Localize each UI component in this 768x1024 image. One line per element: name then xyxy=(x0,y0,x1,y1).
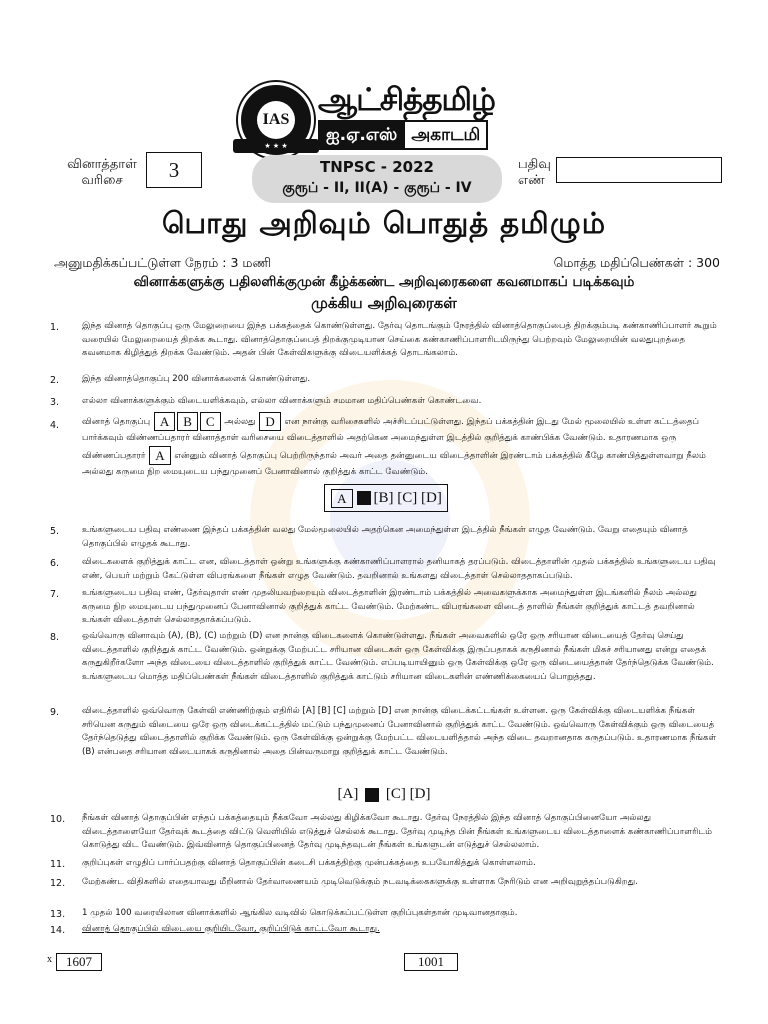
seal-ribbon: ★ ★ ★ xyxy=(233,139,319,153)
filled-bubble xyxy=(357,491,371,505)
instruction-number: 2. xyxy=(50,375,60,386)
page-code: 1001 xyxy=(404,953,458,971)
instruction-number: 4. xyxy=(50,420,60,431)
instruction-text: விடைத்தாளில் ஒவ்வொரு கேள்வி எண்ணிற்கும் எதிரில் [A] [B] [C] மற்றும் [D] என நான்கு விடைக்கட்டங்கள் உள்ளன. ஒரு கேள்விக்கு விடையளிக்க நீங்கள் சரியென கருதும் விடையை ஒரே ஒரு விடைக்கட்டத்தில் மட்டும் பந்துமுனைப் பேனாவினால் குறித்துக் காட்ட வேண்டும். ஒவ்வொரு கேள்விக்கும் ஒரு விடையைத் தேர்ந்தெடுத்து விடைத்தாளில் குறிக்க வேண்டும். ஒரு கேள்விக்கு ஒன்றுக்கு மேற்பட்ட விடையளித்தால் அந்த விடை தவறானதாக கருதப்படும். உதாரணமாக நீங்கள் (B) என்பதை சரியான விடையாகக் கருதினால் அதை பின்வருமாறு குறித்துக் காட்ட வேண்டும். xyxy=(82,706,717,757)
instruction-number: 5. xyxy=(50,526,60,537)
exam-groups: குரூப் - II, II(A) - குரூப் - IV xyxy=(282,180,472,196)
answer-rest: [C] [D] xyxy=(385,786,431,802)
important-heading: முக்கிய அறிவுரைகள் xyxy=(311,294,457,312)
answer-a-box: A xyxy=(331,489,352,508)
instruction-text: ஒவ்வொரு வினாவும் (A), (B), (C) மற்றும் (D) என நான்கு விடைகளைக் கொண்டுள்ளது. நீங்கள் அவைகளில் ஒரே ஒரு சரியான விடையைத் தேர்வு செய்து விடைத்தாளில் குறித்துக் காட்ட வேண்டும். ஒன்றுக்கு மேற்பட்ட சரியான விடைகள் ஒரு கேள்விக்கு இருப்பதாகக் கருதினால் நீங்கள் மிகச் சரியானது என்று எதைக் கருதுகிறீர்களோ அந்த விடையை விடைத்தாளில் குறித்துக் காட்ட வேண்டும். எப்படியாயினும் ஒரு கேள்விக்கு ஒரே ஒரு விடையைத்தான் தேர்ந்தெடுக்க வேண்டும். உங்களுடைய மொத்த மதிப்பெண்கள் நீங்கள் விடைத்தாளில் குறித்துக் காட்டும் சரியான விடைகளின் எண்ணிக்கையைப் பொறுத்தது. xyxy=(82,631,714,682)
filled-bubble xyxy=(365,788,379,802)
series-option-d: D xyxy=(259,412,280,431)
brand-subtitle xyxy=(318,120,506,150)
instruction-number: 8. xyxy=(50,632,60,643)
brand-title: ஆட்சித்தமிழ் xyxy=(318,82,496,118)
exam-info-pill xyxy=(252,155,502,203)
instruction-4 xyxy=(82,412,722,480)
answer-example-2 xyxy=(0,786,768,803)
instruction-number: 13. xyxy=(50,909,66,920)
instruction-text: விடைகளைக் குறித்துக் காட்ட என, விடைத்தாள் ஒன்று உங்களுக்கு கண்காணிப்பாளரால் தனியாகத் தரப்படும். விடைத்தாளின் முதல் பக்கத்தில் உங்களுடைய பதிவு எண், பெயர் மற்றும் கேட்டுள்ள விபரங்களை நீங்கள் எழுத வேண்டும். தவறினால் உங்களது விடைத்தாள் செல்லாததாகப்படும். xyxy=(82,557,716,581)
instruction-text: என நான்கு வரிசைகளில் அச்சிடப்பட்டுள்ளது. இந்தப் பக்கத்தின் இடது மேல் மூலையில் உள்ள கட்டத்தைப் பார்க்கவும் விண்ணப்பதாரர் வினாத்தாள் வரிசையை விடைத்தாளில் அதற்கென அமைந்துள்ள இடத்தில் குறித்துக் காண்பிக்க வேண்டும். xyxy=(82,417,699,443)
academy-seal-logo xyxy=(238,82,314,158)
answer-example-1 xyxy=(324,484,448,512)
time-allowed: அனுமதிக்கப்பட்டுள்ள நேரம் : 3 மணி xyxy=(54,255,272,270)
instruction-number: 9. xyxy=(50,707,60,718)
instruction-text: மேற்கண்ட விதிகளில் எதையாவது மீறினால் தேர்வாணையம் முடிவெடுக்கும் நடவடிக்கைகளுக்கு உள்ளாக நேரிடும் என அறிவுறுத்தப்படுகிறது. xyxy=(82,877,638,887)
instruction-number: 10. xyxy=(50,814,66,825)
instruction-text: குறிப்புகள் எழுதிப் பார்ப்பதற்கு வினாத் தொகுப்பின் கடைசி பக்கத்திற்கு முன்பக்கத்தை உபயோகித்துக் கொள்ளலாம். xyxy=(82,858,536,868)
register-label: பதிவு எண் xyxy=(518,157,551,188)
instruction-text: இந்த வினாத்தொகுப்பு 200 வினாக்களைக் கொண்டுள்ளது. xyxy=(82,374,311,384)
register-number-field[interactable] xyxy=(556,157,722,183)
brand-sub-dark: ஐ.ஏ.எஸ் xyxy=(318,120,405,150)
exam-name: TNPSC - 2022 xyxy=(319,158,434,176)
instruction-text: எல்லா வினாக்களுக்கும் விடையளிக்கவும், எல்லா வினாக்களும் சமமான மதிப்பெண்கள் கொண்டவை. xyxy=(82,396,482,406)
footer-x-mark: x xyxy=(47,954,52,965)
series-label: வினாத்தாள் வரிசை xyxy=(67,157,137,188)
answer-rest: [B] [C] [D] xyxy=(373,489,442,506)
instruction-text: உங்களுடைய பதிவு எண்ணை இந்தப் பக்கத்தின் வலது மேல்மூலையில் அதற்கென அமைந்துள்ள இடத்தில் நீங்கள் எழுத வேண்டும். வேறு எதையும் வினாத் தொகுப்பில் எழுதக் கூடாது. xyxy=(82,525,688,549)
instruction-text: அல்லது xyxy=(224,417,256,427)
answer-a: [A] xyxy=(337,786,359,802)
instruction-text: உதாரணமாக ஒரு விண்ணப்பதாரர் xyxy=(82,433,677,461)
instruction-heading: வினாக்களுக்கு பதிலளிக்குமுன் கீழ்க்கண்ட அறிவுரைகளை கவனமாகப் படிக்கவும் xyxy=(133,274,635,290)
instruction-text: வினாத் தொகுப்பு xyxy=(82,417,151,427)
instruction-text: உங்களுடைய பதிவு எண், தேர்வுதாள் எண் முதலியவற்றையும் விடைத்தாளின் இரண்டாம் பக்கத்தில் அவைகளுக்காக அமைந்துள்ள இடங்களில் நீலம் அல்லது கருமை நிற மையுடைய பந்துமுனைப் பேனாவினால் குறித்துக் காட்ட வேண்டும். மேற்கண்ட விபரங்களை விடைத் தாளில் நீங்கள் குறித்துக் காட்டத் தவறினால் உங்கள் விடைத்தாள் செல்லாததாக்கப்படும். xyxy=(82,588,697,626)
instruction-number: 12. xyxy=(50,878,66,889)
instruction-text: என்னும் வினாத் தொகுப்பு பெற்றிருந்தால் அவர் அதை தன்னுடைய விடைத்தாளின் இரண்டாம் பக்கத்தில் கீழே காண்பித்துள்ளவாறு நீலம் அல்லது கருமை நிற மையுடைய பந்துமுனைப் பேனாவினால் குறித்துக் காட்ட வேண்டும். xyxy=(82,451,706,477)
example-series-box: A xyxy=(149,446,170,465)
instruction-number: 3. xyxy=(50,397,60,408)
instruction-number: 11. xyxy=(50,859,66,870)
instruction-text: நீங்கள் வினாத் தொகுப்பின் எந்தப் பக்கத்தையும் நீக்கவோ அல்லது கிழிக்கவோ கூடாது. தேர்வு நேரத்தில் இந்த வினாத் தொகுப்பினையோ அல்லது விடைத்தாளையோ தேர்வுக் கூடத்தை விட்டு வெளியில் எடுத்துச் செல்லக் கூடாது. தேர்வு முடிந்த பின் நீங்கள் உங்களுடைய விடைத்தாளைக் கண்காணிப்பாளரிடம் கொடுத்து விட வேண்டும். இவ்வினாத் தொகுப்பினைத் தேர்வு முடிந்தவுடன் நீங்கள் உங்களுடன் எடுத்துச் செல்லலாம். xyxy=(82,813,713,851)
instruction-number: 1. xyxy=(50,322,60,333)
page-title: பொது அறிவும் பொதுத் தமிழும் xyxy=(161,206,607,240)
instruction-text: வினாத் தொகுப்பில் விடையை குறியிடவோ, குறிப்பிடுக் காட்டவோ கூடாது. xyxy=(82,924,380,934)
instruction-text: இந்த வினாத் தொகுப்பு ஒரு மேலுறையை இந்த பக்கத்தைக் கொண்டுள்ளது. தேர்வு தொடங்கும் நேரத்தில் வினாத்தொகுப்பைத் திறக்கும்படி கண்காணிப்பாளர் கூறும் வரையில் மேலுறையைத் திறக்க கூடாது. வினாத்தொகுப்பைத் திறக்குமுடியான செய்கை கண்காணிப்பாளரிடமிருந்து பெற்றவும் மேலுறையின் வலதுபுறத்தை கவனமாக கிழித்துத் திறக்க வேண்டும். அதன் பின் கேள்விகளுக்கு விடையளிக்கத் தொடங்கலாம். xyxy=(82,321,717,359)
instruction-number: 6. xyxy=(50,558,60,569)
instruction-text: 1 முதல் 100 வரையிலான வினாக்களில் ஆங்கில வடிவில் கொடுக்கப்பட்டுள்ள குறிப்புகள்தான் முடிவானதாகும். xyxy=(82,908,518,918)
instruction-number: 14. xyxy=(50,925,66,936)
series-option-b: B xyxy=(177,412,198,431)
total-marks: மொத்த மதிப்பெண்கள் : 300 xyxy=(553,255,720,270)
footer-left-code: 1607 xyxy=(56,953,102,971)
seal-text: IAS xyxy=(257,101,295,139)
brand-sub-light: அகாடமி xyxy=(405,120,488,150)
instruction-number: 7. xyxy=(50,589,60,600)
series-option-a: A xyxy=(154,412,175,431)
series-option-c: C xyxy=(200,412,221,431)
series-value: 3 xyxy=(146,152,202,188)
